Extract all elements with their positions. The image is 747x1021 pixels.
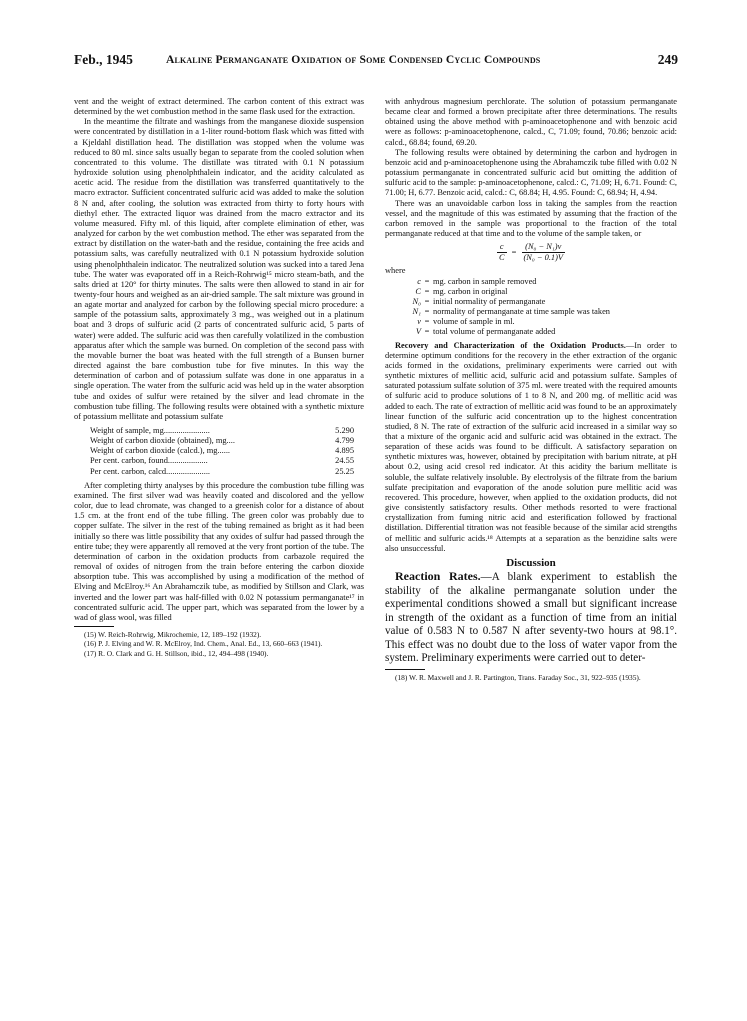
- page-number: 249: [657, 52, 678, 67]
- definition-text: mg. carbon in original: [433, 286, 508, 296]
- table-row: [90, 456, 354, 466]
- footnote: (15) W. Reich-Rohrwig, Mikrochemie, 12, 189–192 (1932).: [84, 629, 262, 639]
- definition-equals: =: [424, 327, 430, 337]
- formula-lhs: [497, 242, 507, 263]
- header-title: Alkaline Permanganate Oxidation of Some Condensed Cyclic Compounds: [166, 53, 541, 66]
- definition-equals: =: [424, 296, 430, 306]
- table-value: 4.799: [335, 436, 354, 446]
- formula-rhs: [522, 242, 566, 263]
- definition-symbol: V: [415, 327, 421, 337]
- table-row: [90, 446, 354, 456]
- definition-equals: =: [424, 307, 430, 317]
- run-in-heading: Reaction Rates.: [395, 569, 481, 584]
- paragraph: In the meantime the filtrate and washings from the manganese dioxide suspension were concentrated by distillation in a 1-liter round-bottom flask which was fitted with a Kjeldahl distillation head. The distillation was stopped when the volume was reduced to 80 ml. since salts usually began to separate from the cooled solution when concentrated to this volume. The distillate was titrated with 0.1 N potassium hydroxide solution using phenolphthalein indicator, and the acidity calculated as acetic acid. The residue from the distillation was transferred quantitatively to the macro extractor. Sufficient concentrated sulfuric acid was added to make the solution 8 N and, after cooling, the solution was extracted from thirty to forty hours with diethyl ether. The extracted liquor was drained from the macro extractor and its volume measured. Fifty ml. of this liquid, after complete elimination of ether, was analyzed for carbon by the wet combustion method. The ether was separated from the extract by distillation on the water-bath and the residue, containing the free acids and potassium salts, was carefully neutralized with 0.1 N potassium hydroxide solution using phenolphthalein indicator. The neutralized solution was sucked into a tared Jena tube. The water was evaporated off in a Reich-Rohrwig¹⁵ micro steam-bath, and the salts dried at 120° for thirty minutes. The salts were then allowed to stand in air for twenty-four hours and weighed as an air-dried sample. The salt mixture was ground in an agate mortar and analyzed for carbon by the following special micro procedure: a sample of the potassium salts, approximately 3 mg., was weighed out in a platinum boat and 3 drops of sulfuric acid (2 parts of concentrated sulfuric acid, 5 parts of water) were added. The sulfuric acid was then carefully volatilized in the combustion apparatus after which the sample was burned. On completion of the second pass with the movable burner the boat was heated with the full strength of a Bunsen burner directed against the bare combustion tube for five minutes. In this way the determination of carbon and of potassium sulfate was done in one apparatus in a single operation. The water from the sulfuric acid was held up in the water absorption tube and oxides of sulfur were retained by the silver and lead chromate in the combustion tube filling. The following results were obtained with a synthetic mixture of potassium mellitate and potassium sulfate: [74, 117, 364, 421]
- definition-text: total volume of permanganate added: [433, 327, 556, 337]
- definition-symbol: c: [417, 276, 421, 286]
- paragraph: with anhydrous magnesium perchlorate. The solution of potassium permanganate became clear and formed a brown precipitate after three determinations. The results obtained using the above method with p-aminoacetophenone and with benzoic acid were as follows: p-aminoacetophenone, calcd., C, 71.09; found, 70.86; benzoic acid: calcd., 68.84; found, 69.20.: [385, 97, 677, 147]
- definition-row: [407, 277, 677, 287]
- definition-text: mg. carbon in sample removed: [433, 276, 537, 286]
- run-in-heading: Recovery and Characterization of the Oxidation Products.: [395, 340, 626, 350]
- where-label: where: [385, 265, 406, 275]
- footnote: (18) W. R. Maxwell and J. R. Partington, Trans. Faraday Soc., 31, 922–935 (1935).: [395, 672, 641, 682]
- definition-row: [407, 287, 677, 297]
- definition-symbol: C: [415, 286, 421, 296]
- definition-row: [407, 317, 677, 327]
- definition-row: [407, 297, 677, 307]
- table-label: Weight of carbon dioxide (obtained), mg....: [90, 436, 235, 446]
- formula-rhs-denominator: (N₀ − 0.1)V: [523, 253, 563, 263]
- footnote-rule: [74, 626, 114, 627]
- variable-definitions: [407, 277, 677, 338]
- results-table: [90, 426, 354, 477]
- running-header: [74, 52, 678, 74]
- formula-lhs-numerator: c: [497, 242, 507, 253]
- definition-text: normality of permanganate at time sample was taken: [433, 307, 610, 317]
- section-heading: Discussion: [506, 556, 556, 569]
- table-value: 24.55: [335, 456, 354, 466]
- definition-symbol: N₁: [412, 307, 421, 317]
- formula-equals: =: [511, 247, 517, 257]
- sampling-formula: [385, 242, 677, 263]
- definition-row: [407, 327, 677, 337]
- table-label: Weight of carbon dioxide (calcd.), mg......: [90, 446, 231, 456]
- table-value: 5.290: [335, 426, 354, 435]
- footnote: (17) R. O. Clark and G. H. Stillson, ibid., 12, 494–498 (1940).: [84, 648, 269, 658]
- definition-symbol: v: [417, 317, 421, 327]
- table-value: 25.25: [335, 466, 354, 476]
- table-label: Weight of sample, mg......................: [90, 426, 210, 435]
- header-date: Feb., 1945: [74, 52, 133, 67]
- definition-equals: =: [424, 286, 430, 296]
- right-column: [385, 97, 677, 682]
- formula-rhs-numerator: (N₀ − N₁)v: [522, 242, 566, 253]
- definition-row: [407, 307, 677, 317]
- left-column: [74, 97, 364, 658]
- table-value: 4.895: [335, 446, 354, 456]
- definition-text: volume of sample in ml.: [433, 317, 515, 327]
- paragraph-body: —In order to determine optimum conditions for the recovery in the ether extraction of the organic acids formed in the oxidations, preliminary experiments were carried out with synthetic mixtures of mellitic acid, sulfuric acid and potassium sulfate. Samples of saturated potassium sulfate solution of 375 ml. were treated with the required amounts of sulfuric acid to produce solutions of 1 to 8 N, and 200 mg. of mellitic acid was added to each. The rate of extraction of mellitic acid was found to be an approximately linear function of the sulfuric acid concentration up to the highest concentration studied, 8 N. The rate of extraction of the sulfuric acid increased in a similar way so that a mixture of the organic acid and sulfuric acid was obtained in the extract. The separation of these acids was found to be difficult. A satisfactory separation on synthetic mixtures was, however, obtained by precipitation with barium nitrate, at pH about 0.2, using acid cresol red indicator. At this acidity the barium mellitate is soluble, the sulfate relatively insoluble. By electrolysis of the filtrate from the barium sulfate precipitation and evaporation of the anode solution pure mellitic acid was recovered. This procedure, however, when applied to the oxidation products, did not give consistently satisfactory results. Other methods resorted to were fractional crystallization from fuming nitric acid and esterification followed by fractional distillation. Differential titration was not feasible because of the similar acid strengths of mellitic and sulfuric acids.¹⁸ Attempts at a separation as the benzidine salts were also unsuccessful.: [385, 340, 677, 553]
- definition-equals: =: [424, 276, 430, 286]
- table-row: [90, 467, 354, 477]
- footnote: (16) P. J. Elving and W. R. McElroy, Ind. Chem., Anal. Ed., 13, 660–663 (1941).: [84, 639, 323, 649]
- table-row: [90, 436, 354, 446]
- paragraph: [385, 341, 677, 554]
- definition-symbol: N₀: [412, 296, 421, 306]
- paragraph-body: —A blank experiment to establish the stability of the alkaline permanganate solution under the experimental conditions showed a small but significant increase in strength of the oxidant as a function of time from an initial value of 0.583 N to 0.587 N after seventy-two hours at 98.1°. This effect was no doubt due to the loss of water vapor from the system. Preliminary experiments were carried out to deter-: [385, 571, 677, 665]
- paragraph: After completing thirty analyses by this procedure the combustion tube filling was examined. The first silver wad was heavily coated and discolored and the yellow color, due to lead chromate, was changed to a greenish color for a distance of about 1.5 cm. at the front end of the tube filling. The green color was probably due to copper sulfate. The silver in the rest of the tubing remained as bright as it had been initially so there was little possibility that any oxides of sulfur had passed through the entire tube; they were apparently all removed at the very front portion of the tube. The determination of carbon in the oxidation products from carbazole required the removal of oxides of nitrogen from the train before entering the carbon dioxide absorption tube. This was accomplished by using a modification of the method of Elving and McElroy.¹⁶ An Abrahamczik tube, as modified by Stillson and Clark, was inverted and the lower part was half-filled with 0.02 N potassium permanganate¹⁷ in concentrated sulfuric acid. The upper part, which was separated from the lower by a wad of glass wool, was filled: [74, 480, 364, 622]
- table-row: [90, 426, 354, 436]
- formula-lhs-denominator: C: [498, 253, 505, 263]
- paragraph: vent and the weight of extract determined. The carbon content of this extract was determined by the wet combustion method in the same flask used for the extraction.: [74, 97, 364, 117]
- definition-equals: =: [424, 317, 430, 327]
- footnote-rule: [385, 669, 425, 670]
- paragraph: The following results were obtained by determining the carbon and hydrogen in benzoic acid and p-aminoacetophenone using the Abrahamczik tube filled with 0.02 N potassium permanganate in concentrated sulfuric acid but omitting the addition of sulfuric acid to the sample: p-aminoacetophenone, calcd.: C, 71.09; H, 6.71. Found: C, 71.00; H, 6.77. Benzoic acid, calcd.: C, 68.84; H, 4.95. Found: C, 68.94; H, 4.94.: [385, 147, 677, 198]
- definition-text: initial normality of permanganate: [433, 296, 546, 306]
- paragraph: There was an unavoidable carbon loss in taking the samples from the reaction vessel, and the magnitude of this was estimated by assuming that the fraction of the carbon removed in the sample was proportional to the fraction of the total permanganate reduced at that time and to the volume of the sample taken, or: [385, 198, 677, 239]
- table-label: Per cent. carbon, found...................: [90, 456, 208, 466]
- table-label: Per cent. carbon, calcd.....................: [90, 466, 211, 476]
- paragraph: [385, 570, 677, 666]
